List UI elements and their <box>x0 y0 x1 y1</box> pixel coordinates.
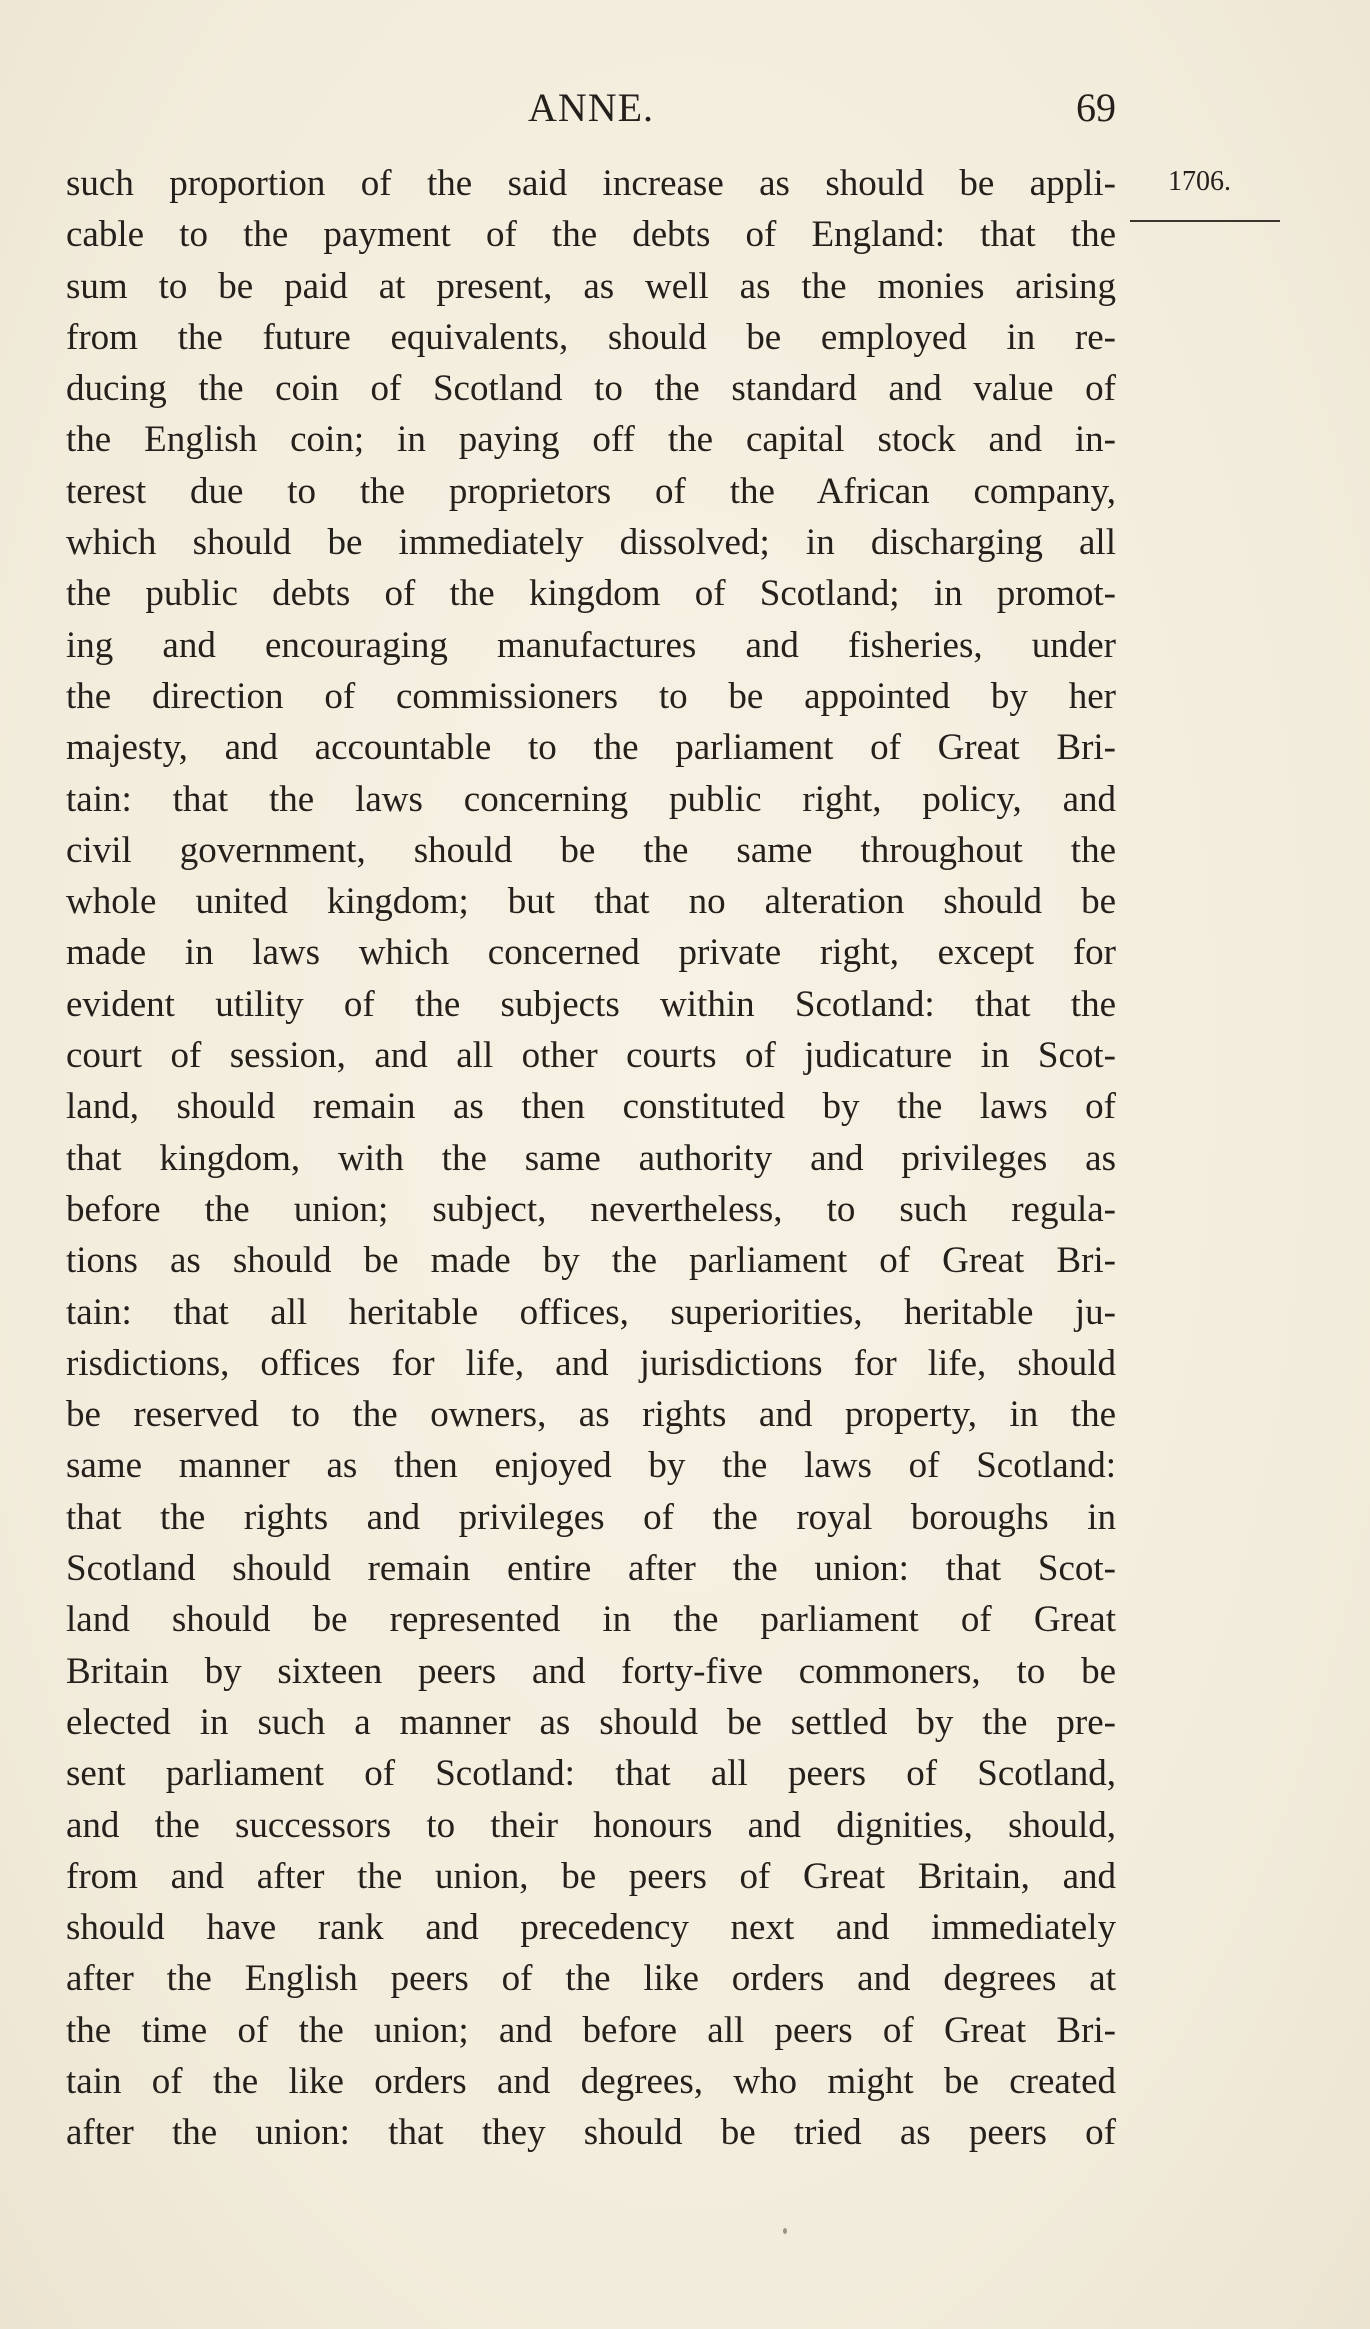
text-line: tions as should be made by the parliament of Great Bri- <box>66 1240 1116 1282</box>
text-line: sum to be paid at present, as well as the monies arising <box>66 265 1116 307</box>
text-line: made in laws which concerned private right, except for <box>66 932 1116 974</box>
text-line: land, should remain as then constituted by the laws of <box>66 1086 1116 1128</box>
text-line: from the future equivalents, should be employed in re- <box>66 316 1116 358</box>
page-number: 69 <box>1076 85 1116 130</box>
text-line: Britain by sixteen peers and forty-five commoners, to be <box>66 1650 1116 1692</box>
text-line: ducing the coin of Scotland to the standard and value of <box>66 368 1116 410</box>
text-line: Scotland should remain entire after the union: that Scot- <box>66 1548 1116 1590</box>
paper-speck <box>783 2228 787 2234</box>
body-text <box>66 158 1116 2159</box>
text-line: tain: that all heritable offices, superiorities, heritable ju- <box>66 1291 1116 1333</box>
margin-rule <box>1130 220 1280 222</box>
text-line: should have rank and precedency next and immediately <box>66 1907 1116 1949</box>
text-line: ing and encouraging manufactures and fisheries, under <box>66 624 1116 666</box>
text-line: evident utility of the subjects within Scotland: that the <box>66 983 1116 1025</box>
text-line: after the English peers of the like orders and degrees at <box>66 1958 1116 2000</box>
text-line: tain: that the laws concerning public right, policy, and <box>66 778 1116 820</box>
text-line: cable to the payment of the debts of England: that the <box>66 214 1116 256</box>
text-line: terest due to the proprietors of the African company, <box>66 470 1116 512</box>
text-line: civil government, should be the same throughout the <box>66 829 1116 871</box>
text-line: from and after the union, be peers of Great Britain, and <box>66 1855 1116 1897</box>
text-line: land should be represented in the parliament of Great <box>66 1599 1116 1641</box>
text-line: be reserved to the owners, as rights and property, in the <box>66 1394 1116 1436</box>
text-line: whole united kingdom; but that no alteration should be <box>66 881 1116 923</box>
text-line: the time of the union; and before all peers of Great Bri- <box>66 2009 1116 2051</box>
text-line: same manner as then enjoyed by the laws of Scotland: <box>66 1445 1116 1487</box>
margin-year-note: 1706. <box>1168 166 1231 197</box>
text-line: such proportion of the said increase as should be appli- <box>66 163 1116 204</box>
text-line: tain of the like orders and degrees, who might be created <box>66 2060 1116 2102</box>
text-line: sent parliament of Scotland: that all peers of Scotland, <box>66 1753 1116 1795</box>
text-line: that the rights and privileges of the royal boroughs in <box>66 1496 1116 1538</box>
text-line: the direction of commissioners to be appointed by her <box>66 675 1116 717</box>
text-line: risdictions, offices for life, and jurisdictions for life, should <box>66 1342 1116 1384</box>
text-line: the English coin; in paying off the capital stock and in- <box>66 419 1116 461</box>
text-line: the public debts of the kingdom of Scotland; in promot- <box>66 573 1116 615</box>
text-line: that kingdom, with the same authority and privileges as <box>66 1137 1116 1179</box>
running-title: ANNE. <box>527 85 655 130</box>
text-line: before the union; subject, nevertheless, to such regula- <box>66 1188 1116 1230</box>
text-line: court of session, and all other courts of judicature in Scot- <box>66 1035 1116 1077</box>
text-line: which should be immediately dissolved; in discharging all <box>66 522 1116 564</box>
text-line: majesty, and accountable to the parliament of Great Bri- <box>66 727 1116 769</box>
page-header <box>66 78 1116 138</box>
text-line: elected in such a manner as should be settled by the pre- <box>66 1701 1116 1743</box>
text-line: after the union: that they should be tried as peers of <box>66 2112 1116 2154</box>
text-line: and the successors to their honours and dignities, should, <box>66 1804 1116 1846</box>
